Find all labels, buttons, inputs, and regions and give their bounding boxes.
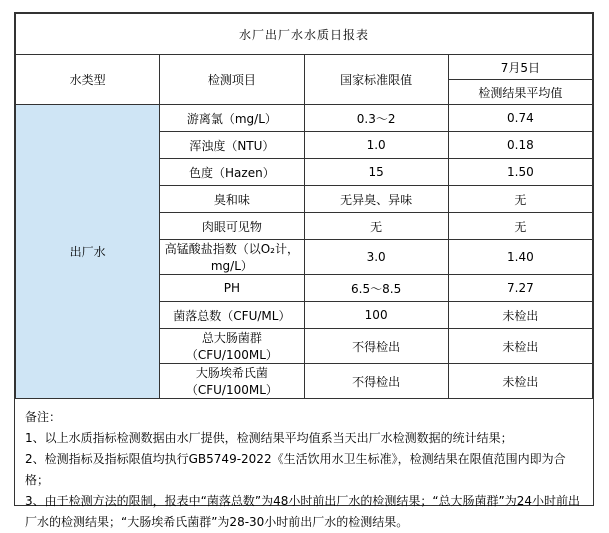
row-item-label: 菌落总数（CFU/ML） xyxy=(160,302,304,329)
row-standard-value: 3.0 xyxy=(304,240,448,275)
row-result-value: 0.18 xyxy=(448,132,592,159)
row-result-value: 0.74 xyxy=(448,105,592,132)
row-standard-value: 15 xyxy=(304,159,448,186)
row-item-label: 浑浊度（NTU） xyxy=(160,132,304,159)
column-header-result: 检测结果平均值 xyxy=(448,80,592,105)
row-standard-value: 不得检出 xyxy=(304,329,448,364)
report-sheet xyxy=(14,12,594,529)
row-result-value: 未检出 xyxy=(448,329,592,364)
row-standard-value: 100 xyxy=(304,302,448,329)
row-item-label: 高锰酸盐指数（以O₂计，mg/L） xyxy=(160,240,304,275)
table-header-row-1 xyxy=(16,55,593,80)
page-title: 水厂出厂水水质日报表 xyxy=(16,14,593,55)
row-item-label: 肉眼可见物 xyxy=(160,213,304,240)
column-header-water-type: 水类型 xyxy=(16,55,160,105)
row-result-value: 无 xyxy=(448,186,592,213)
water-quality-table xyxy=(15,13,593,399)
row-item-label: 色度（Hazen） xyxy=(160,159,304,186)
table-row xyxy=(16,105,593,132)
report-date: 7月5日 xyxy=(448,55,592,80)
row-item-label: 大肠埃希氏菌（CFU/100ML） xyxy=(160,364,304,399)
note-item-1: 1、以上水质指标检测数据由水厂提供，检测结果平均值系当天出厂水检测数据的统计结果； xyxy=(25,431,513,445)
row-result-value: 未检出 xyxy=(448,364,592,399)
notes-heading: 备注： xyxy=(25,410,62,424)
note-item-3: 3、由于检测方法的限制，报表中“菌落总数”为48小时前出厂水的检测结果；“总大肠菌群”为24小时前出厂水的检测结果；“大肠埃希氏菌群”为28-30小时前出厂水的检测结果。 xyxy=(25,494,581,529)
column-header-standard: 国家标准限值 xyxy=(304,55,448,105)
row-result-value: 未检出 xyxy=(448,302,592,329)
row-item-label: 总大肠菌群（CFU/100ML） xyxy=(160,329,304,364)
water-type-value: 出厂水 xyxy=(16,105,160,399)
row-result-value: 7.27 xyxy=(448,275,592,302)
row-standard-value: 不得检出 xyxy=(304,364,448,399)
row-standard-value: 0.3～2 xyxy=(304,105,448,132)
row-standard-value: 6.5～8.5 xyxy=(304,275,448,302)
row-result-value: 1.50 xyxy=(448,159,592,186)
table-title-row xyxy=(16,14,593,55)
row-item-label: PH xyxy=(160,275,304,302)
note-item-2: 2、检测指标及指标限值均执行GB5749-2022《生活饮用水卫生标准》，检测结果在限值范围内即为合格； xyxy=(25,452,566,487)
column-header-item: 检测项目 xyxy=(160,55,304,105)
notes-section xyxy=(15,399,593,533)
row-standard-value: 无 xyxy=(304,213,448,240)
row-result-value: 无 xyxy=(448,213,592,240)
row-item-label: 游离氯（mg/L） xyxy=(160,105,304,132)
row-result-value: 1.40 xyxy=(448,240,592,275)
row-standard-value: 1.0 xyxy=(304,132,448,159)
row-item-label: 臭和味 xyxy=(160,186,304,213)
row-standard-value: 无异臭、异味 xyxy=(304,186,448,213)
